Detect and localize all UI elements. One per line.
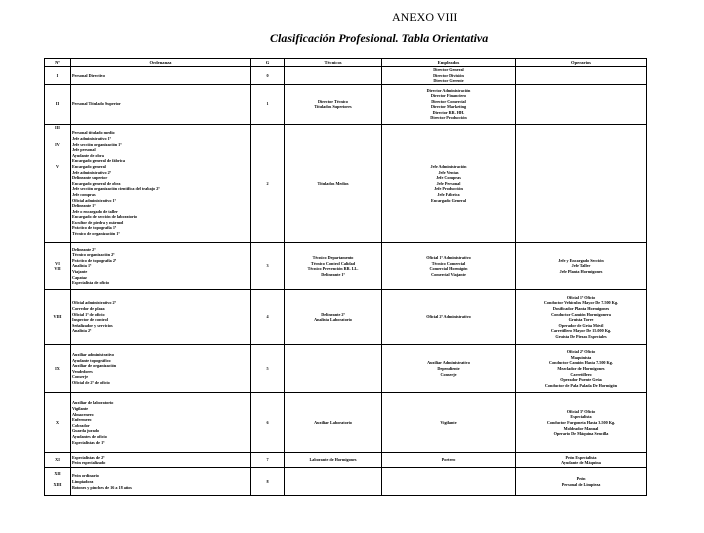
- group-number: 7: [266, 457, 269, 463]
- operarios-line: Operador de Grúa Móvil: [558, 322, 604, 328]
- empleados-line: Auxiliar Administrativo: [427, 360, 470, 366]
- level-cell: [45, 84, 71, 124]
- ordinance-line: Ayudante topográfico: [72, 357, 111, 363]
- table-row: [45, 243, 647, 290]
- ordinance-line: Oficial de 2ª de oficio: [72, 379, 110, 385]
- empleados-cell: [382, 453, 516, 468]
- ordinance-line: Delineante 1ª: [72, 203, 96, 209]
- group-cell: [251, 345, 285, 393]
- tecnicos-cell: [285, 345, 382, 393]
- ordinance-line: Especialistas de 2ª: [72, 454, 105, 460]
- ordinance-line: Técnico de organización 1ª: [72, 231, 120, 237]
- group-number: 4: [266, 314, 269, 320]
- empleados-line: Director Producción: [430, 115, 467, 121]
- operarios-line: Operario De Máquina Sencilla: [553, 431, 609, 437]
- operarios-line: Carretillero: [570, 371, 592, 377]
- tecnicos-line: Director Técnico: [318, 98, 348, 104]
- empleados-cell: [382, 243, 516, 290]
- table-row: [45, 67, 647, 85]
- ordinance-line: Jefe compras: [72, 191, 96, 197]
- ordinance-line: Ayudantes de oficio: [72, 433, 107, 439]
- ordinance-line: Vigilante: [72, 405, 89, 411]
- ordinance-cell: [71, 67, 251, 85]
- ordinance-line: Escultor de piedra y mármol: [72, 219, 124, 225]
- level-line: XIII: [53, 481, 62, 487]
- empleados-line: Oficial 2ª Administrativo: [426, 314, 471, 320]
- ordinance-line: Señalizador y servicios: [72, 322, 113, 328]
- ordinance-line: Técnico organización 2ª: [72, 252, 115, 258]
- operarios-line: Gruista Torre: [568, 317, 594, 323]
- level-line: XI: [55, 457, 60, 463]
- tecnicos-cell: [285, 67, 382, 85]
- operarios-cell: [516, 345, 647, 393]
- level-cell: [45, 290, 71, 345]
- table-row: [45, 345, 647, 393]
- operarios-line: Gruista De Piezas Especiales: [555, 334, 607, 340]
- ordinance-line: Encargado general de obra: [72, 180, 121, 186]
- level-line: V: [55, 163, 60, 169]
- ordinance-cell: [71, 453, 251, 468]
- ordinance-cell: [71, 124, 251, 242]
- empleados-line: Jefe Fábrica: [437, 191, 460, 197]
- operarios-line: Conductor Camión Hormigonera: [551, 311, 611, 317]
- level-cell: [45, 345, 71, 393]
- tecnicos-line: Delineante 1ª: [321, 271, 345, 277]
- tecnicos-cell: [285, 453, 382, 468]
- empleados-line: Director Financiero: [430, 93, 467, 99]
- ordinance-cell: [71, 243, 251, 290]
- level-line: III: [55, 124, 60, 130]
- ordinance-line: Jefe sección organización 1ª: [72, 141, 122, 147]
- empleados-cell: [382, 290, 516, 345]
- group-number: 1: [266, 101, 269, 107]
- empleados-cell: [382, 393, 516, 453]
- tecnicos-line: Técnico Departamento: [312, 255, 354, 261]
- operarios-cell: [516, 84, 647, 124]
- level-line: VIII: [53, 314, 62, 320]
- operarios-line: Oficial 1ª Oficio: [566, 294, 596, 300]
- operarios-line: Conductor Furgoneta Hasta 3.500 Kg.: [546, 419, 616, 425]
- operarios-line: Moldeador Manual: [563, 425, 599, 431]
- operarios-line: Conductor Vehículos Mayor De 7.500 Kg.: [543, 300, 619, 306]
- ordinance-line: Práctico de topografía 1ª: [72, 225, 117, 231]
- ordinance-line: Oficial 1ª de oficio: [72, 311, 105, 317]
- ordinance-line: Personal Titulado Superior: [72, 101, 121, 107]
- table-row: [45, 468, 647, 496]
- ordinance-line: Conserje: [72, 374, 89, 380]
- ordinance-line: Inspector de control: [72, 317, 108, 323]
- ordinance-cell: [71, 345, 251, 393]
- tecnicos-line: Titulados Medios: [317, 180, 349, 186]
- tecnicos-cell: [285, 468, 382, 496]
- operarios-line: Maquinista: [570, 354, 592, 360]
- empleados-cell: [382, 124, 516, 242]
- tecnicos-line: Técnico Control Calidad: [310, 260, 356, 266]
- ordinance-line: Auxiliar de organización: [72, 363, 117, 369]
- empleados-line: Director Gerente: [433, 78, 464, 84]
- tecnicos-line: Titulados Superiores: [314, 104, 352, 110]
- tecnicos-line: Laborante de Hormigones: [309, 457, 357, 463]
- operarios-cell: [516, 290, 647, 345]
- table-subtitle: Clasificación Profesional. Tabla Orientativa: [270, 31, 489, 45]
- operarios-line: Conductor Camión Hasta 7.500 Kg.: [549, 360, 613, 366]
- ordinance-line: Jefe sección organización científica del trabajo 2ª: [72, 186, 160, 192]
- operarios-line: Ayudante de Máquina: [561, 460, 601, 466]
- tecnicos-line: Auxiliar Laboratorio: [314, 419, 352, 425]
- ordinance-cell: [71, 468, 251, 496]
- level-cell: [45, 243, 71, 290]
- empleados-cell: [382, 67, 516, 85]
- ordinance-line: Jefe administrativo 2ª: [72, 169, 111, 175]
- ordinance-line: Personal titulado medio: [72, 130, 115, 136]
- empleados-line: Portero: [441, 457, 456, 463]
- header-operarios: Operarios: [516, 59, 647, 67]
- level-cell: [45, 67, 71, 85]
- ordinance-line: Guarda jurado: [72, 428, 100, 434]
- ordinance-line: Oficial administrativo 2ª: [72, 300, 116, 306]
- group-number: 6: [266, 419, 269, 425]
- level-line: I: [56, 72, 59, 78]
- level-cell: [45, 468, 71, 496]
- operarios-line: Carretillero Mayor De 15.000 Kg.: [550, 328, 612, 334]
- ordinance-line: Delineante superior: [72, 175, 108, 181]
- level-line: XII: [54, 470, 61, 476]
- ordinance-line: Analista 1ª: [72, 263, 92, 269]
- group-number: 2: [266, 180, 269, 186]
- level-line: VII: [54, 266, 61, 272]
- operarios-line: Personal de Limpieza: [561, 481, 601, 487]
- header-tecnicos: Técnicos: [285, 59, 382, 67]
- table-row: [45, 453, 647, 468]
- group-cell: [251, 290, 285, 345]
- ordinance-line: Limpiadora: [72, 478, 94, 484]
- tecnicos-cell: [285, 84, 382, 124]
- ordinance-cell: [71, 393, 251, 453]
- table-row: [45, 393, 647, 453]
- empleados-line: Conserje: [440, 371, 457, 377]
- ordinance-line: Corredor de plaza: [72, 306, 105, 312]
- tecnicos-cell: [285, 393, 382, 453]
- empleados-line: Encargado General: [430, 197, 466, 203]
- tecnicos-cell: [285, 124, 382, 242]
- operarios-cell: [516, 453, 647, 468]
- header-group: G: [251, 59, 285, 67]
- empleados-line: Oficial 1ª Administrativo: [426, 255, 471, 261]
- empleados-line: Director Administración: [426, 87, 471, 93]
- empleados-line: Jefe Producción: [434, 186, 463, 192]
- ordinance-line: Encargado general de fábrica: [72, 158, 125, 164]
- table-header-row: [45, 59, 647, 67]
- empleados-line: Jefe Compras: [436, 175, 461, 181]
- ordinance-line: Botones y pinches de 16 a 18 años: [72, 484, 132, 490]
- tecnicos-line: Analista Laboratorio: [314, 317, 352, 323]
- level-line: X: [55, 419, 60, 425]
- empleados-line: Jefe Personal: [436, 180, 461, 186]
- operarios-line: Especialista: [570, 414, 592, 420]
- ordinance-line: Encargado de sección de laboratorio: [72, 214, 138, 220]
- table-row: [45, 124, 647, 242]
- ordinance-line: Ayudante de obra: [72, 152, 104, 158]
- level-cell: [45, 393, 71, 453]
- ordinance-line: Especialista de oficio: [72, 280, 110, 286]
- empleados-cell: [382, 468, 516, 496]
- ordinance-line: Viajante: [72, 269, 88, 275]
- group-cell: [251, 67, 285, 85]
- operarios-cell: [516, 67, 647, 85]
- ordinance-line: Jefe o encargado de taller: [72, 208, 118, 214]
- level-line: IV: [55, 141, 60, 147]
- group-cell: [251, 468, 285, 496]
- group-number: 8: [266, 478, 269, 484]
- ordinance-line: Analista 2ª: [72, 328, 92, 334]
- ordinance-cell: [71, 84, 251, 124]
- level-line: VI: [55, 260, 60, 266]
- ordinance-line: Vendedores: [72, 368, 93, 374]
- empleados-line: Comercial Viajante: [431, 271, 466, 277]
- ordinance-line: Capataz: [72, 274, 87, 280]
- operarios-line: Conductor de Pala Palada De Hormigón: [544, 382, 618, 388]
- table-row: [45, 84, 647, 124]
- operarios-line: Jefe Taller: [571, 263, 591, 269]
- operarios-line: Jefe Planta Hormigones: [559, 269, 603, 275]
- operarios-line: Dosificador Planta Hormigones: [552, 306, 610, 312]
- empleados-line: Director General: [433, 67, 464, 72]
- ordinance-line: Práctico de topografía 2ª: [72, 257, 117, 263]
- ordinance-line: Especialistas de 1ª: [72, 439, 105, 445]
- annex-heading: ANEXO VIII: [392, 10, 458, 24]
- operarios-line: Peón: [576, 476, 586, 482]
- tecnicos-line: Técnico Prevención RR. LL.: [307, 266, 359, 272]
- ordinance-line: Peón especializado: [72, 460, 106, 466]
- group-cell: [251, 453, 285, 468]
- empleados-line: Director Comercial: [431, 98, 466, 104]
- empleados-line: Técnico Comercial: [431, 260, 466, 266]
- ordinance-line: Jefe personal: [72, 147, 96, 153]
- ordinance-line: Cobrador: [72, 422, 90, 428]
- group-number: 3: [266, 263, 269, 269]
- ordinance-line: Almacenero: [72, 411, 94, 417]
- empleados-cell: [382, 345, 516, 393]
- group-cell: [251, 243, 285, 290]
- operarios-line: Jefe y Encargado Sección: [558, 257, 604, 263]
- ordinance-line: Delineante 2ª: [72, 246, 96, 252]
- empleados-line: Vigilante: [440, 419, 457, 425]
- group-cell: [251, 393, 285, 453]
- level-cell: [45, 124, 71, 242]
- ordinance-line: Auxiliar administrativo: [72, 351, 115, 357]
- ordinance-line: Enfermero: [72, 417, 92, 423]
- empleados-cell: [382, 84, 516, 124]
- operarios-line: Peón Especialista: [565, 454, 597, 460]
- header-ordinance: Ordenanza: [71, 59, 251, 67]
- operarios-cell: [516, 243, 647, 290]
- operarios-cell: [516, 393, 647, 453]
- empleados-line: Director RR. HH.: [432, 109, 465, 115]
- operarios-line: Operador Puente Grúa: [560, 377, 602, 383]
- level-cell: [45, 453, 71, 468]
- level-line: IX: [55, 365, 60, 371]
- empleados-line: Dependiente: [437, 365, 460, 371]
- ordinance-line: Oficial administrativo 1ª: [72, 197, 116, 203]
- ordinance-line: Jefe administrativo 1ª: [72, 135, 111, 141]
- operarios-cell: [516, 468, 647, 496]
- operarios-line: Mezclador de Hormigones: [557, 365, 605, 371]
- empleados-line: Jefe Ventas: [438, 169, 459, 175]
- tecnicos-cell: [285, 243, 382, 290]
- ordinance-line: Peón ordinario: [72, 473, 99, 479]
- empleados-line: Comercial Hormigón: [429, 266, 468, 272]
- operarios-line: Oficial 3ª Oficio: [566, 408, 596, 414]
- group-number: 0: [266, 72, 269, 78]
- tecnicos-cell: [285, 290, 382, 345]
- empleados-line: Director División: [433, 72, 464, 78]
- table-row: [45, 290, 647, 345]
- level-line: II: [55, 101, 60, 107]
- header-level: Nº: [45, 59, 71, 67]
- level-line: [46, 237, 69, 243]
- ordinance-line: Personal Directivo: [72, 72, 106, 78]
- ordinance-line: Auxiliar de laboratorio: [72, 400, 114, 406]
- group-cell: [251, 84, 285, 124]
- ordinance-cell: [71, 290, 251, 345]
- empleados-line: Director Marketing: [430, 104, 467, 110]
- classification-table: [44, 58, 647, 496]
- level-line: [46, 487, 69, 493]
- group-number: 5: [266, 365, 269, 371]
- header-empleados: Empleados: [382, 59, 516, 67]
- operarios-cell: [516, 124, 647, 242]
- operarios-line: Oficial 2ª Oficio: [566, 349, 596, 355]
- tecnicos-line: Delineante 2ª: [321, 311, 345, 317]
- ordinance-line: Encargado general: [72, 163, 106, 169]
- group-cell: [251, 124, 285, 242]
- empleados-line: Jefe Administración: [430, 163, 467, 169]
